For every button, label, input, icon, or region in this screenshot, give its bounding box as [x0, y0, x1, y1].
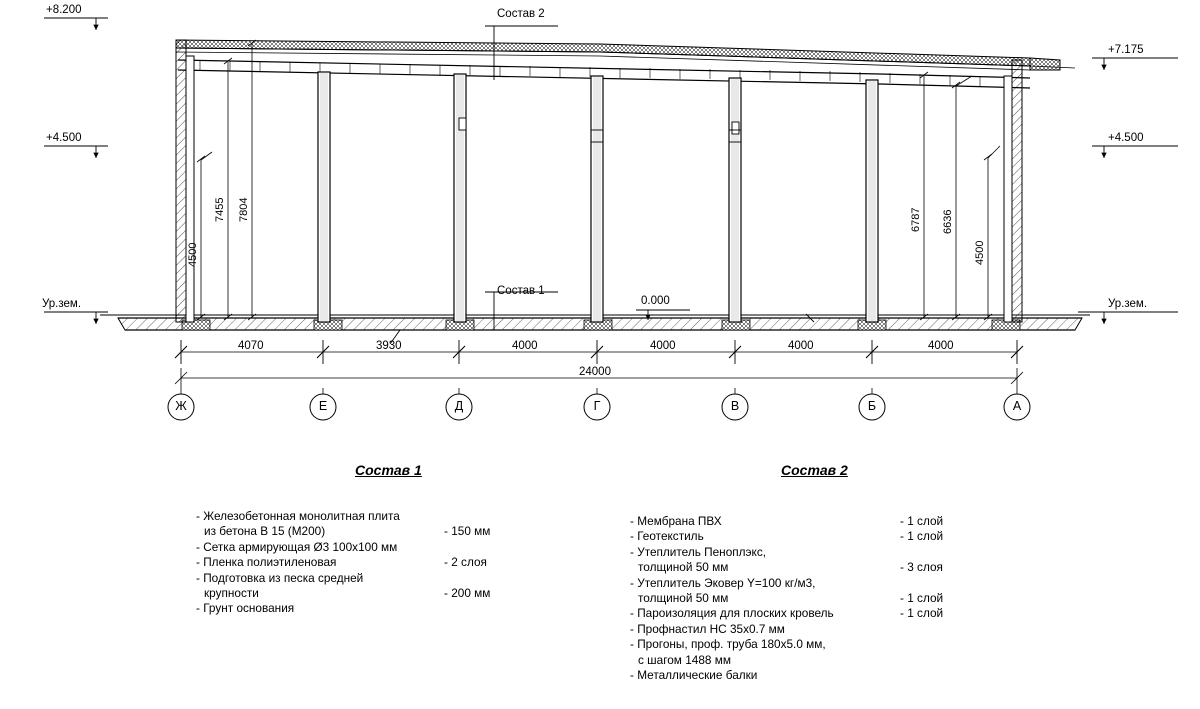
sostav1-legend	[196, 509, 556, 617]
span-dimension-line	[175, 340, 1023, 364]
legend-value: - 2 слоя	[444, 555, 487, 570]
legend-text: - Грунт основания	[196, 601, 295, 616]
legend-text: с шагом 1488 мм	[638, 652, 731, 667]
axis-label-e: Е	[318, 399, 328, 413]
list-item	[196, 586, 556, 601]
list-item	[630, 637, 1010, 652]
list-item	[196, 555, 556, 570]
list-item	[630, 576, 1010, 591]
legend-value: - 150 мм	[444, 524, 491, 539]
list-item	[630, 560, 1010, 575]
vdim-left-4500: 4500	[187, 242, 199, 267]
legend-text: - Прогоны, проф. труба 180х5.0 мм,	[630, 637, 826, 652]
legend-text: - Железобетонная монолитная плита	[196, 509, 400, 523]
sostav1-title: Состав 1	[355, 462, 422, 478]
callout-sostav1: Состав 1	[497, 285, 545, 297]
list-item	[630, 606, 1010, 621]
legend-text: - Утеплитель Пеноплэкс,	[630, 544, 767, 559]
legend-value: - 200 мм	[444, 586, 491, 601]
level-right-1: +4.500	[1108, 132, 1144, 144]
list-item	[630, 668, 1010, 683]
span-dim-3: 4000	[650, 340, 676, 352]
list-item	[630, 529, 1010, 544]
vdim-right-6787: 6787	[910, 207, 922, 232]
axis-label-v: В	[730, 399, 740, 413]
legend-value: - 3 слоя	[900, 560, 943, 575]
list-item	[630, 545, 1010, 560]
legend-text: крупности	[204, 586, 259, 601]
span-dim-0: 4070	[238, 340, 264, 352]
list-item	[196, 571, 556, 586]
level-left-2: Ур.зем.	[42, 298, 82, 310]
list-item	[630, 591, 1010, 606]
legend-text: - Геотекстиль	[630, 529, 704, 544]
total-dim: 24000	[579, 366, 611, 378]
roof-assembly	[176, 40, 1075, 88]
legend-value: - 1 слой	[900, 529, 944, 544]
axis-label-zh: Ж	[175, 399, 187, 413]
vdim-left-7455: 7455	[214, 197, 226, 222]
legend-text: толщиной 50 мм	[638, 560, 729, 575]
vdim-right-4500: 4500	[974, 240, 986, 265]
span-dim-5: 4000	[928, 340, 954, 352]
legend-text: - Профнастил НС 35х0.7 мм	[630, 621, 785, 636]
list-item	[196, 540, 556, 555]
legend-value: - 1 слой	[900, 591, 944, 606]
legend-text: толщиной 50 мм	[638, 591, 729, 606]
sostav2-legend	[630, 514, 1010, 683]
legend-text: - Пленка полиэтиленовая	[196, 555, 337, 570]
span-dim-1: 3930	[376, 340, 402, 352]
legend-text: - Пароизоляция для плоских кровель	[630, 606, 834, 621]
vertical-dimensions-left	[197, 40, 256, 320]
span-dim-2: 4000	[512, 340, 538, 352]
list-item	[630, 622, 1010, 637]
span-dim-4: 4000	[788, 340, 814, 352]
level-left-0: +8.200	[46, 4, 82, 16]
callout-sostav2: Состав 2	[497, 8, 545, 20]
legend-value: - 1 слой	[900, 514, 944, 528]
level-markers-left	[44, 18, 108, 324]
legend-value: - 1 слой	[900, 606, 944, 621]
legend-text: - Мембрана ПВХ	[630, 514, 722, 528]
axis-label-a: А	[1012, 399, 1022, 413]
level-markers-right	[1078, 58, 1178, 324]
legend-text: - Сетка армирующая Ø3 100х100 мм	[196, 539, 398, 554]
axis-label-d: Д	[454, 399, 464, 413]
sostav2-title: Состав 2	[781, 462, 848, 478]
zero-level-label: 0.000	[641, 295, 670, 307]
list-item	[196, 509, 556, 524]
list-item	[630, 514, 1010, 529]
list-item	[196, 524, 556, 539]
legend-text: - Утеплитель Эковер Y=100 кг/м3,	[630, 575, 816, 590]
vertical-dimensions-right	[920, 72, 1000, 320]
list-item	[196, 601, 556, 616]
columns	[176, 40, 1022, 322]
legend-text: из бетона В 15 (М200)	[204, 524, 326, 539]
axis-label-b: Б	[867, 399, 877, 413]
legend-text: - Металлические балки	[630, 668, 758, 683]
level-right-0: +7.175	[1108, 44, 1144, 56]
axis-label-g: Г	[593, 399, 601, 413]
vdim-right-6636: 6636	[942, 209, 954, 234]
list-item	[630, 653, 1010, 668]
vdim-left-7804: 7804	[238, 197, 250, 222]
level-right-2: Ур.зем.	[1108, 298, 1148, 310]
legend-text: - Подготовка из песка средней	[196, 570, 364, 585]
level-left-1: +4.500	[46, 132, 82, 144]
